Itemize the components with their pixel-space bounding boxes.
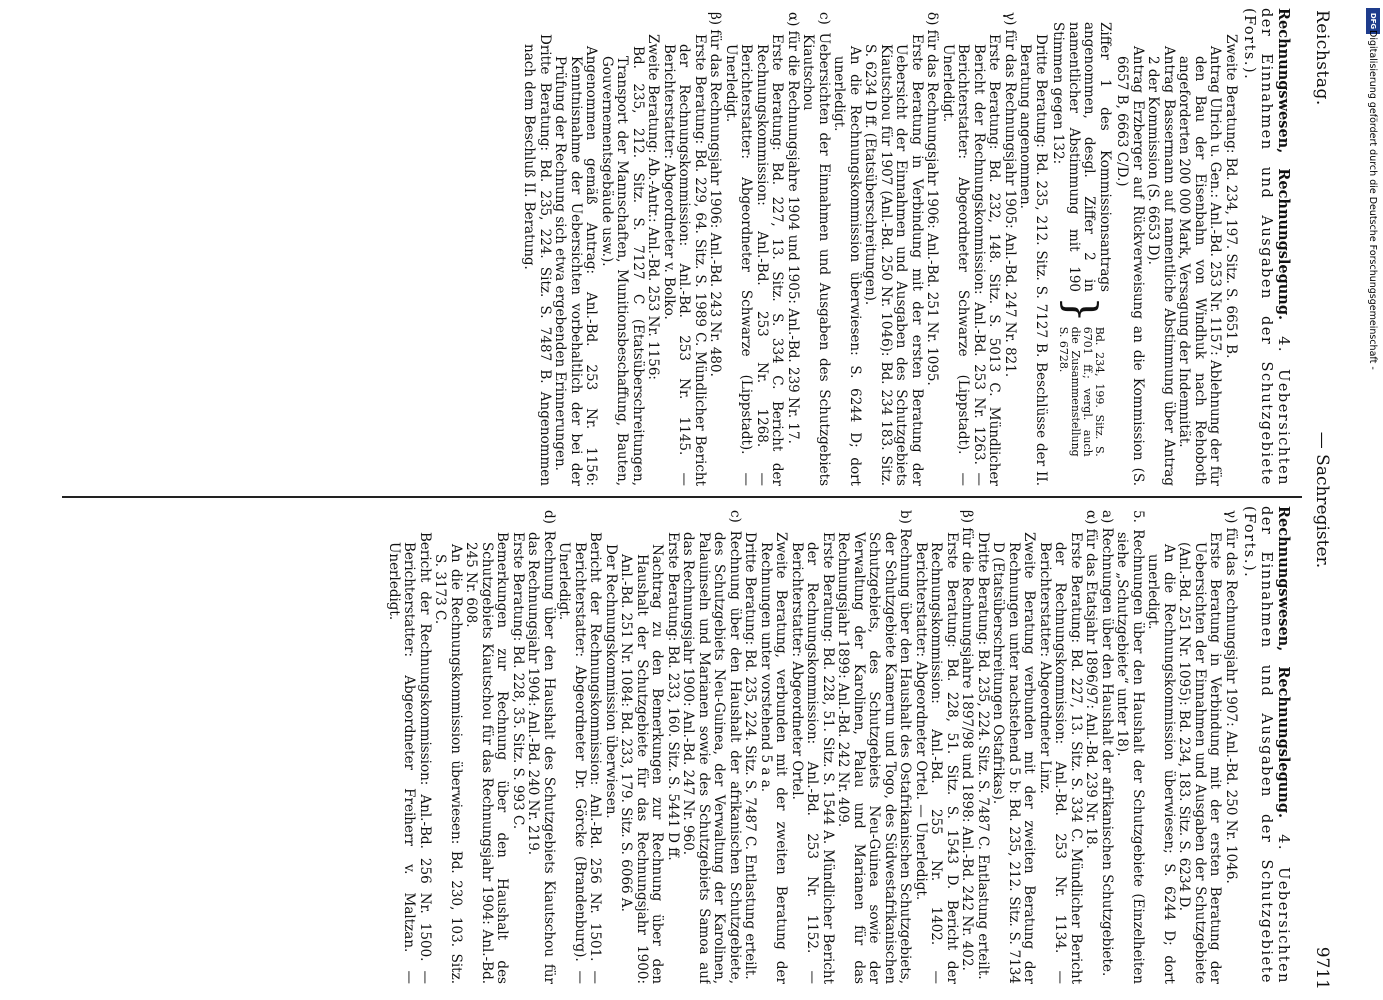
paragraph: Erste Beratung: Bd. 228, 51. Sitz. S. 1543 D. Bericht der Rechnungskommission: Anl.-Bd. 255 Nr. 1402. — Berichterstatter: Abgeordneter Ortel. — Unerledigt. — [913, 532, 960, 984]
paragraph: Dritte Beratung: Bd. 235, 224. Sitz. S. 7487 C. Entlastung erteilt. — [742, 532, 759, 980]
paragraph: Zweite Beratung: Ab.-Antr.: Anl.-Bd. 253 Nr. 1156: — [645, 34, 662, 380]
paragraph: β) für die Rechnungsjahre 1897/98 und 1898: Anl.-Bd. 242 Nr. 402. — [959, 510, 976, 971]
digitization-note — [1365, 30, 1379, 970]
paragraph: Erste Beratung: Bd. 233, 160. Sitz. S. 5441 D ff. — [665, 532, 681, 861]
paragraph: Antrag Bassermann auf namentliche Abstimmung über Antrag 2 der Kommission (S. 6653 D). — [1145, 46, 1177, 486]
paragraph: β) für das Rechnungsjahr 1906: Anl.-Bd. 243 Nr. 480. — [707, 12, 724, 377]
paragraph: Angenommen gemäß Antrag: Anl.-Bd. 253 Nr. 1156: Kenntnisnahme der Uebersichten vorbehaltlich der bei der Prüfung der Rechnung sich etwa ergebenden Erinnerungen. — [552, 46, 600, 486]
paragraph: Erste Beratung: Bd. 228, 51. Sitz. S. 1544 A. Mündlicher Bericht der Rechnungskommission: Anl.-Bd. 253 Nr. 1152. — Berichterstatter: Abgeordneter Ortel. — [789, 532, 836, 984]
page-header — [1304, 10, 1332, 990]
paragraph: Bemerkungen zur Rechnung über den Haushalt des Schutzgebiets Kiautschou für das Rechnungsjahr 1904: Anl.-Bd. 245 Nr. 608. — [463, 532, 511, 984]
paragraph: An die Rechnungskommission überwiesen; S. 6244 D; dort unerledigt. — [1145, 544, 1177, 984]
paragraph: Der Rechnungskommission überwiesen. — [603, 544, 619, 819]
paragraph: b) Rechnung über den Haushalt des Ostafrikanischen Schutzgebiets, der Schutzgebiete Kamerun und Togo, des Südwestafrikanischen Schutzgebiets, des Schutzgebiets Neu-Guinea sowie der Verwaltung der Karolinen, Palau und Marianen für das Rechnungsjahr 1899: Anl.-Bd. 242 Nr. 409. — [835, 510, 914, 984]
paragraph: Nachtrag zu den Bemerkungen zur Rechnung über den Haushalt der Schutzgebiete für das Rechnungsjahr 1900: Anl.-Bd. 251 Nr. 1084: Bd. 233, 179. Sitz. S. 6066 A. — [618, 544, 666, 984]
paragraph: γ) für das Rechnungsjahr 1907: Anl.-Bd. 250 Nr. 1046. — [1223, 510, 1239, 884]
column-divider — [62, 496, 1302, 498]
paragraph: Erste Beratung: Bd. 227, 13. Sitz. S. 334 C. Mündlicher Bericht der Rechnungskommission: Anl.-Bd. 253 Nr. 1134. — Berichterstatter: Abgeordneter Linz. — [1037, 532, 1084, 984]
vote-brace-right: Bd. 234, 199. Sitz. S. 6701 ff.; vergl. auch die Zusammenstellung S. 6728. — [1057, 326, 1106, 457]
paragraph: An die Rechnungskommission überwiesen: Bd. 230, 103. Sitz. S. 3173 C. — [432, 544, 464, 984]
header-left: Reichstag. — [1312, 10, 1332, 106]
paragraph: Erste Beratung in Verbindung mit der ersten Beratung der Uebersichten der Einnahmen und Ausgaben der Schutzgebiete (Anl.-Bd. 251 Nr. 1095): Bd. 234, 183. Sitz. S. 6234 D. — [1176, 532, 1224, 984]
dfg-badge-text: DFG — [1369, 12, 1377, 30]
paragraph: γ) für das Rechnungsjahr 1905: Anl.-Bd. 247 Nr. 821. — [1002, 12, 1018, 378]
right-column-heading — [1240, 506, 1292, 984]
paragraph: Bd. 235, 212. Sitz. S. 7127 C (Etatsüberschreitungen, Transport der Mannschaften, Munitionsbeschaffung, Bauten, Gouvernementsgebäude usw.). — [599, 46, 646, 486]
document-page — [40, 0, 1340, 1000]
paragraph: d) Rechnung über den Haushalt des Schutzgebiets Kiautschou für das Rechnungsjahr 1904: Anl.-Bd. 240 Nr. 219. — [525, 510, 557, 984]
left-paragraphs-continued — [521, 8, 1048, 486]
brace-glyph: } — [1057, 296, 1106, 323]
paragraph: α) für das Etatsjahr 1896/97: Anl.-Bd. 239 Nr. 18. — [1083, 510, 1100, 849]
right-paragraphs — [386, 506, 1239, 984]
paragraph: Erste Beratung: Bd. 227, 13. Sitz. S. 334 C. Bericht der Rechnungskommission: Anl.-Bd. 253 Nr. 1268. — Berichterstatter: Abgeordneter Schwarze (Lippstadt). — Unerledigt. — [723, 34, 786, 486]
paragraph: An die Rechnungskommission überwiesen: S. 6244 D; dort unerledigt. — [831, 46, 863, 486]
vote-brace-left: Ziffer 1 des Kommissionsantrags angenommen, desgl. Ziffer 2 in namentlicher Abstimmung mit 190 Stimmen gegen 132: — [1050, 22, 1113, 292]
paragraph: Bericht der Rechnungskommission: Anl.-Bd. 256 Nr. 1501. — Berichterstatter: Abgeordneter Dr. Görcke (Brandenburg). — Unerledigt. — [556, 532, 604, 984]
paragraph: Zweite Beratung verbunden mit der zweiten Beratung der Rechnungen unter nachstehend 5 b: Bd. 235, 212. Sitz. S. 7134 D (Etatsüberschreitungen Ostafrikas). — [990, 532, 1038, 984]
paragraph: Dritte Beratung: Bd. 235, 212. Sitz. S. 7127 B. Beschlüsse der II. Beratung angenommen. — [1017, 34, 1049, 486]
paragraph: Erste Beratung: Bd. 232, 148. Sitz. S. 5013 C. Mündlicher Bericht der Rechnungskommission: Anl.-Bd. 253 Nr. 1263. — Berichterstatter: Abgeordneter Schwarze (Lippstadt). — Unerledigt. — [940, 34, 1003, 486]
paragraph: Antrag Ulrich u. Gen.: Anl.-Bd. 253 Nr. 1157: Ablehnung der für den Bau der Eisenbahn von Windhuk nach Rehoboth angeforderten 200 000 Mark, Versagung der Indemnität. — [1176, 46, 1224, 486]
right-column — [52, 506, 1292, 984]
left-heading-rest: 4. Uebersichten der Einnahmen und Ausgaben der Schutzgebiete (Forts.). — [1241, 8, 1291, 486]
paragraph: Dritte Beratung: Bd. 235, 224. Sitz. S. 7487 C. Entlastung erteilt. — [975, 532, 991, 980]
header-center: — Sachregister. — [1312, 431, 1332, 569]
left-column-heading — [1240, 8, 1292, 486]
paragraph: 5. Rechnungen über den Haushalt der Schutzgebiete (Einzelheiten siehe „Schutzgebiete“ unter 18). — [1114, 510, 1146, 984]
right-heading-bold: Rechnungswesen, Rechnungslegung. — [1275, 506, 1292, 819]
vote-brace-block — [1050, 8, 1112, 486]
paragraph: Dritte Beratung: Bd. 235, 224. Sitz. S. 7487 B. Angenommen nach dem Beschluß II. Beratung. — [521, 34, 553, 486]
left-paragraphs — [1114, 8, 1238, 486]
left-column — [52, 8, 1292, 486]
left-heading-bold: Rechnungswesen, Rechnungslegung. — [1275, 8, 1292, 321]
page-number: 9711 — [1312, 946, 1332, 990]
paragraph: Erste Beratung: Bd. 229, 64. Sitz. S. 1989 C. Mündlicher Bericht der Rechnungskommission: Anl.-Bd. 253 Nr. 1145. — Berichterstatter: Abgeordneter v. Bolko. — [661, 34, 708, 486]
paragraph: Zweite Beratung, verbunden mit der zweiten Beratung der Rechnungen unter vorstehend 5 a a. — [758, 532, 790, 984]
paragraph: Bericht der Rechnungskommission: Anl.-Bd. 256 Nr. 1500. — Berichterstatter: Abgeordneter Freiherr v. Maltzan. — Unerledigt. — [386, 532, 433, 984]
paragraph: Antrag Erzberger auf Rückverweisung an die Kommission (S. 6657 B, 6663 C/D.) — [1114, 46, 1146, 486]
paragraph: c) Rechnung über den Haushalt der afrikanischen Schutzgebiete, des Schutzgebiets Neu-Guinea, der Verwaltung der Karolinen, Palauinseln und Marianen sowie des Schutzgebiets Samoa auf das Rechnungsjahr 1900: Anl.-Bd. 247 Nr. 960. — [680, 510, 743, 984]
paragraph: α) für die Rechnungsjahre 1904 und 1905: Anl.-Bd. 239 Nr. 17. — [785, 12, 801, 444]
paragraph: Zweite Beratung: Bd. 234, 197. Sitz. S. 6651 B. — [1223, 34, 1239, 359]
digitization-note-text: Digitalisierung gefördert durch die Deutsche Forschungsgemeinschaft - — [1367, 30, 1378, 370]
paragraph: Erste Beratung in Verbindung mit der ersten Beratung der Uebersicht der Einnahmen und Ausgaben des Schutzgebiets Kiautschou für 1907 (Anl.-Bd. 250 Nr. 1046): Bd. 234 183. Sitz. S. 6234 D ff. (Etatsüberschreitungen). — [862, 34, 925, 486]
paragraph: a) Rechnungen über den Haushalt der afrikanischen Schutzgebiete. — [1099, 510, 1115, 977]
paragraph: Erste Beratung: Bd. 228, 35. Sitz. S. 993 C. — [510, 532, 526, 830]
paragraph: δ) für das Rechnungsjahr 1906: Anl.-Bd. 251 Nr. 1095. — [924, 12, 941, 386]
paragraph: c) Uebersichten der Einnahmen und Ausgaben des Schutzgebiets Kiautschou — [800, 12, 832, 486]
right-heading-rest: 4. Uebersichten der Einnahmen und Ausgaben der Schutzgebiete (Forts.). — [1241, 506, 1291, 984]
